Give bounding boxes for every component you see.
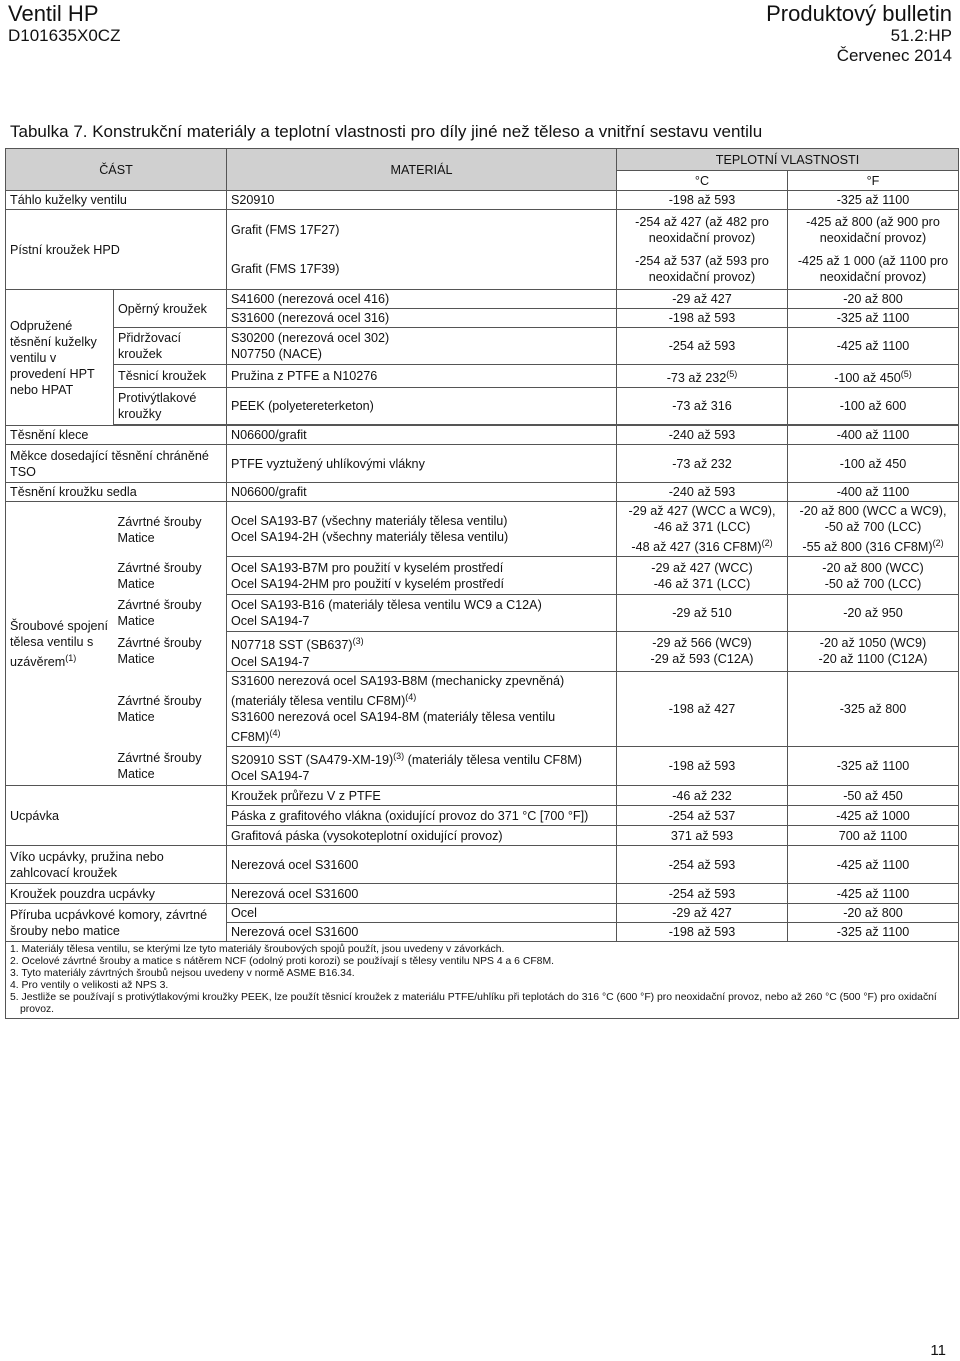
- material-line: [231, 689, 612, 709]
- temp-f-cell: -425 až 1100: [788, 846, 959, 884]
- material-cell: [227, 595, 617, 632]
- temp-c-cell: -254 až 593: [617, 846, 788, 884]
- table-row: [6, 786, 959, 806]
- subpart-cell: Přidržovací kroužek: [114, 328, 227, 365]
- temp-c-cell: -254 až 537 (až 593 pro neoxidační provoz): [617, 250, 788, 290]
- footnote-ref: (3): [393, 750, 405, 761]
- temp-c-cell: -254 až 537: [617, 806, 788, 826]
- subpart-cell: [114, 632, 227, 671]
- table-row: [6, 632, 959, 671]
- temp-f-cell: -50 až 450: [788, 786, 959, 806]
- footnote: 4. Pro ventily o velikosti až NPS 3.: [10, 980, 169, 992]
- nut-label: Matice: [117, 576, 155, 591]
- col-part-header: ČÁST: [6, 149, 227, 191]
- part-cell: Měkce dosedající těsnění chráněné TSO: [6, 445, 227, 483]
- material-cell: Nerezová ocel S31600: [227, 884, 617, 904]
- footnote-ref: (2): [761, 538, 773, 549]
- material-text: (materiály tělesa ventilu CF8M): [404, 753, 582, 768]
- temp-line: -50 až 700 (LCC): [824, 520, 922, 535]
- material-line: S30200 (nerezová ocel 302): [231, 331, 390, 345]
- nut-label: Matice: [117, 709, 155, 724]
- table-row: [6, 445, 959, 483]
- temp-c-cell: -29 až 427: [617, 904, 788, 923]
- subpart-cell: [114, 595, 227, 632]
- temp-f-cell: -325 až 1100: [788, 309, 959, 328]
- temp-f-cell: -425 až 1100: [788, 884, 959, 904]
- material-cell: N06600/grafit: [227, 483, 617, 502]
- temp-line: -29 až 427 (WCC a WC9),: [628, 504, 776, 519]
- temp-line: -50 až 700 (LCC): [824, 576, 922, 591]
- stud-label: Závrtné šrouby: [117, 598, 202, 613]
- footnote-ref: (3): [352, 636, 364, 647]
- temp-f-cell: -425 až 1 000 (až 1100 pro neoxidační provoz): [788, 250, 959, 290]
- temp-c-cell: [617, 502, 788, 557]
- temp-c-cell: [617, 557, 788, 595]
- material-line: S31600 nerezová ocel SA193-B8M (mechanicky zpevněná): [231, 673, 565, 688]
- material-line: Ocel SA193-B7M pro použití v kyselém prostředí: [231, 560, 504, 575]
- part-cell: Táhlo kuželky ventilu: [6, 191, 227, 210]
- product-name: Ventil HP: [8, 1, 99, 26]
- temp-c-cell: [617, 365, 788, 388]
- footnote-ref: (2): [932, 538, 944, 549]
- material-cell: [227, 671, 617, 746]
- temp-f-cell: -400 až 1100: [788, 483, 959, 502]
- material-cell: Nerezová ocel S31600: [227, 923, 617, 942]
- temp-line: -46 až 371 (LCC): [653, 520, 751, 535]
- material-text: S20910 SST (SA479-XM-19): [231, 753, 394, 768]
- table-row: [6, 388, 959, 425]
- temp-value: -55 až 800 (316 CF8M): [802, 540, 933, 555]
- part-cell: Těsnění kroužku sedla: [6, 483, 227, 502]
- part-text: Šroubové spojení tělesa ventilu s uzávěrem: [10, 618, 109, 669]
- material-text: CF8M): [231, 729, 270, 744]
- temp-c-cell: -240 až 593: [617, 483, 788, 502]
- material-cell: S31600 (nerezová ocel 316): [227, 309, 617, 328]
- table-title: Tabulka 7. Konstrukční materiály a teplotní vlastnosti pro díly jiné než těleso a vnitřní sestavu ventilu: [10, 122, 763, 141]
- material-cell: N06600/grafit: [227, 426, 617, 445]
- material-cell: PEEK (polyetereterketon): [227, 388, 617, 425]
- material-line: S31600 nerezová ocel SA194-8M (materiály tělesa ventilu: [231, 709, 556, 724]
- temp-c-cell: -46 až 232: [617, 786, 788, 806]
- temp-f-cell: [788, 632, 959, 671]
- material-cell: Pružina z PTFE a N10276: [227, 365, 617, 388]
- bulletin-number: 51.2:HP: [890, 26, 952, 45]
- table-row: [6, 483, 959, 502]
- temp-line: -29 až 566 (WC9): [652, 636, 752, 651]
- table-header-row: [6, 149, 959, 171]
- temp-c-cell: 371 až 593: [617, 826, 788, 846]
- material-line: Ocel SA194-7: [231, 769, 310, 784]
- col-temp-header: TEPLOTNÍ VLASTNOSTI: [617, 149, 959, 171]
- temp-f-cell: -325 až 1100: [788, 923, 959, 942]
- material-cell: Ocel: [227, 904, 617, 923]
- temp-line: -20 až 1050 (WC9): [819, 636, 927, 651]
- temp-c-cell: -198 až 593: [617, 309, 788, 328]
- temp-f-cell: -425 až 1000: [788, 806, 959, 826]
- footnote-ref: (5): [726, 369, 738, 379]
- temp-line: -29 až 427 (WCC): [651, 560, 753, 575]
- part-cell: Příruba ucpávkové komory, závrtné šrouby nebo matice: [6, 904, 227, 942]
- temp-f-cell: [788, 502, 959, 557]
- part-cell: Odpružené těsnění kuželky ventilu v provedení HPT nebo HPAT: [6, 290, 114, 426]
- footnote: 3. Tyto materiály závrtných šroubů nejsou uvedeny v normě ASME B16.34.: [10, 968, 355, 980]
- temp-c-cell: -254 až 593: [617, 884, 788, 904]
- material-line: Ocel SA194-7: [231, 654, 310, 669]
- temp-f-cell: -20 až 800: [788, 904, 959, 923]
- table-row: [6, 191, 959, 210]
- stud-label: Závrtné šrouby: [117, 560, 202, 575]
- temp-c-cell: -29 až 510: [617, 595, 788, 632]
- material-line: [231, 725, 612, 745]
- temp-line: -20 až 800 (WCC a WC9),: [799, 504, 947, 519]
- nut-label: Matice: [117, 766, 155, 781]
- temp-c-cell: -240 až 593: [617, 426, 788, 445]
- temp-f-cell: -425 až 800 (až 900 pro neoxidační provoz): [788, 210, 959, 250]
- table-row: [6, 904, 959, 923]
- table-row: [6, 426, 959, 445]
- subpart-cell: [114, 746, 227, 785]
- nut-label: Matice: [117, 530, 155, 545]
- material-cell: [227, 557, 617, 595]
- temp-f-cell: -100 až 450: [788, 445, 959, 483]
- nut-label: Matice: [117, 614, 155, 629]
- part-cell: Pístní kroužek HPD: [6, 210, 227, 290]
- temp-c-cell: -29 až 427: [617, 290, 788, 309]
- part-cell: Ucpávka: [6, 786, 227, 846]
- temp-value: -100 až 450: [834, 371, 901, 386]
- temp-value: -48 až 427 (316 CF8M): [631, 540, 762, 555]
- temp-f-cell: [788, 365, 959, 388]
- stud-label: Závrtné šrouby: [117, 750, 202, 765]
- material-line: [231, 748, 612, 768]
- subpart-cell: Opěrný kroužek: [114, 290, 227, 328]
- table-row: [6, 557, 959, 595]
- part-cell: Těsnění klece: [6, 426, 227, 445]
- temp-f-cell: -325 až 1100: [788, 746, 959, 785]
- part-cell: [6, 502, 114, 786]
- header-right: [766, 2, 952, 66]
- temp-line: [621, 535, 783, 555]
- table-row: [6, 671, 959, 746]
- material-cell: Grafit (FMS 17F39): [227, 250, 617, 290]
- temp-line: -20 až 800 (WCC): [822, 560, 924, 575]
- subpart-cell: Protivýtlakové kroužky: [114, 388, 227, 425]
- footnote-ref: (5): [900, 369, 912, 379]
- part-cell: Víko ucpávky, pružina nebo zahlcovací kroužek: [6, 846, 227, 884]
- material-line: Ocel SA193-B16 (materiály tělesa ventilu WC9 a C12A): [231, 598, 542, 613]
- subpart-cell: [114, 502, 227, 557]
- material-line: Ocel SA194-2HM pro použití v kyselém prostředí: [231, 576, 504, 591]
- temp-line: -29 až 593 (C12A): [650, 652, 754, 667]
- material-cell: PTFE vyztužený uhlíkovými vlákny: [227, 445, 617, 483]
- footnote: 1. Materiály tělesa ventilu, se kterými lze tyto materiály šroubových spojů použít, jsou uvedeny v závorkách.: [10, 944, 505, 956]
- col-f-header: °F: [788, 171, 959, 191]
- material-cell: [227, 632, 617, 671]
- table-row: [6, 502, 959, 557]
- materials-table: [5, 148, 959, 1019]
- notes-row: [6, 942, 959, 1019]
- temp-c-cell: -254 až 593: [617, 328, 788, 365]
- material-cell: Grafit (FMS 17F27): [227, 210, 617, 250]
- temp-f-cell: -20 až 800: [788, 290, 959, 309]
- temp-f-cell: -400 až 1100: [788, 426, 959, 445]
- temp-c-cell: -73 až 232: [617, 445, 788, 483]
- material-line: Ocel SA193-B7 (všechny materiály tělesa ventilu): [231, 514, 508, 529]
- temp-c-cell: -73 až 316: [617, 388, 788, 425]
- table-row: [6, 290, 959, 309]
- temp-line: -20 až 1100 (C12A): [818, 652, 928, 667]
- material-cell: Kroužek průřezu V z PTFE: [227, 786, 617, 806]
- material-cell: S41600 (nerezová ocel 416): [227, 290, 617, 309]
- footnote-ref: (4): [269, 727, 281, 738]
- stud-label: Závrtné šrouby: [117, 636, 202, 651]
- material-cell: [227, 328, 617, 365]
- temp-f-cell: -325 až 800: [788, 671, 959, 746]
- material-cell: [227, 746, 617, 785]
- subpart-cell: Těsnicí kroužek: [114, 365, 227, 388]
- table-row: [6, 328, 959, 365]
- part-cell: Kroužek pouzdra ucpávky: [6, 884, 227, 904]
- material-cell: [227, 502, 617, 557]
- temp-c-cell: [617, 632, 788, 671]
- temp-c-cell: -198 až 593: [617, 923, 788, 942]
- material-text: N07718 SST (SB637): [231, 638, 353, 653]
- subpart-cell: [114, 671, 227, 746]
- temp-c-cell: -198 až 593: [617, 191, 788, 210]
- temp-f-cell: 700 až 1100: [788, 826, 959, 846]
- temp-c-cell: -198 až 593: [617, 746, 788, 785]
- material-cell: Nerezová ocel S31600: [227, 846, 617, 884]
- material-line: Ocel SA194-7: [231, 614, 310, 629]
- footnote-ref: (1): [65, 652, 77, 663]
- material-cell: Grafitová páska (vysokoteplotní oxidující provoz): [227, 826, 617, 846]
- table-row: [6, 884, 959, 904]
- temp-f-cell: -100 až 600: [788, 388, 959, 425]
- temp-c-cell: -198 až 427: [617, 671, 788, 746]
- material-line: N07750 (NACE): [231, 347, 322, 361]
- material-text: (materiály tělesa ventilu CF8M): [231, 693, 406, 708]
- table-row: [6, 365, 959, 388]
- bulletin-date: Červenec 2014: [836, 46, 952, 65]
- footnotes: [6, 942, 959, 1019]
- temp-f-cell: -425 až 1100: [788, 328, 959, 365]
- page-number: 11: [930, 1342, 946, 1359]
- footnote: 2. Ocelové závrtné šrouby a matice s nátěrem NCF (odolný proti korozi) se používají s tělesy ventilu NPS 4 a 6 CF8M.: [10, 956, 554, 968]
- document-code: D101635X0CZ: [8, 26, 121, 45]
- material-cell: S20910: [227, 191, 617, 210]
- table-row: [6, 210, 959, 250]
- material-line: [231, 633, 612, 653]
- bulletin-type: Produktový bulletin: [766, 1, 952, 26]
- temp-f-cell: -325 až 1100: [788, 191, 959, 210]
- nut-label: Matice: [117, 652, 155, 667]
- table-row: [6, 846, 959, 884]
- material-cell: Páska z grafitového vlákna (oxidující provoz do 371 °C [700 °F]): [227, 806, 617, 826]
- temp-value: -73 až 232: [666, 371, 727, 386]
- temp-f-cell: -20 až 950: [788, 595, 959, 632]
- col-material-header: MATERIÁL: [227, 149, 617, 191]
- temp-c-cell: -254 až 427 (až 482 pro neoxidační provoz): [617, 210, 788, 250]
- subpart-cell: [114, 557, 227, 595]
- header-left: [8, 2, 120, 46]
- table-row: [6, 746, 959, 785]
- table-row: [6, 595, 959, 632]
- material-line: Ocel SA194-2H (všechny materiály tělesa ventilu): [231, 530, 509, 545]
- stud-label: Závrtné šrouby: [117, 514, 202, 529]
- col-c-header: °C: [617, 171, 788, 191]
- footnote: 5. Jestliže se používají s protivýtlakovými kroužky PEEK, lze použít těsnicí kroužek z materiálu PTFE/uhlíku při teplotách do 316 °C (600 °F) pro neoxidační provoz, nebo až 260 °C (500 °F) pro oxidační provoz.: [10, 992, 937, 1016]
- temp-line: -46 až 371 (LCC): [653, 576, 751, 591]
- temp-line: [792, 535, 954, 555]
- footnote-ref: (4): [405, 691, 417, 702]
- temp-f-cell: [788, 557, 959, 595]
- stud-label: Závrtné šrouby: [117, 693, 202, 708]
